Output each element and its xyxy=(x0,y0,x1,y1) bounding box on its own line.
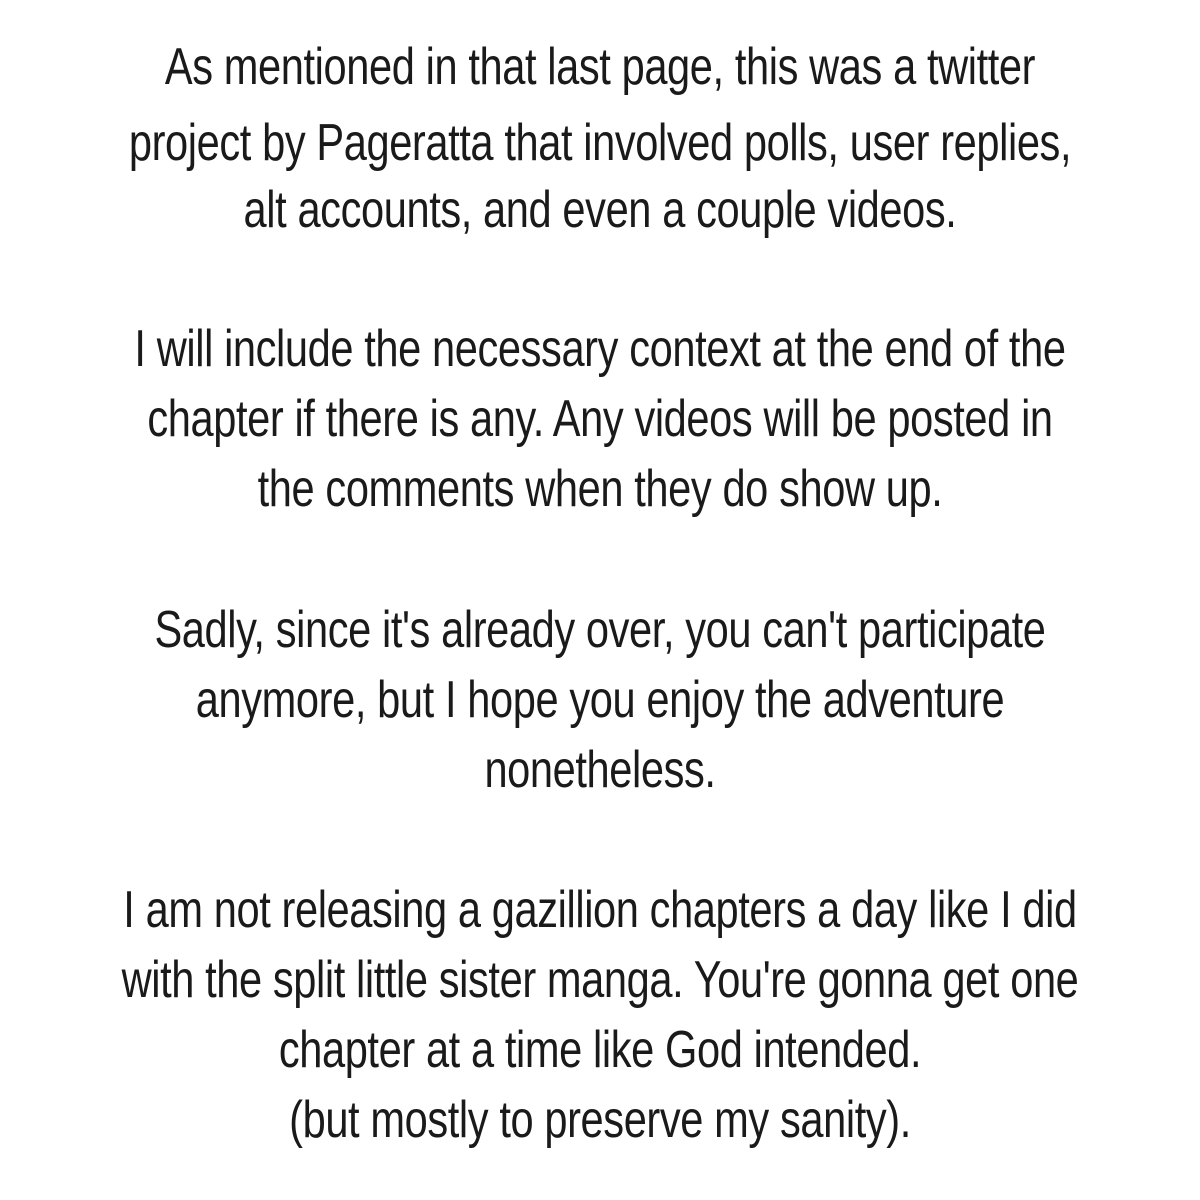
paragraph-2-line-1: I will include the necessary context at the end of the xyxy=(134,320,1066,378)
paragraph-4-line-2: with the split little sister manga. You're gonna get one xyxy=(121,951,1079,1009)
paragraph-1-line-2: project by Pageratta that involved polls, user replies, xyxy=(128,114,1072,172)
paragraph-2-line-2: chapter if there is any. Any videos will be posted in xyxy=(147,390,1053,448)
paragraph-1-line-1: As mentioned in that last page, this was a twitter xyxy=(164,38,1036,96)
paragraph-1-line-3: alt accounts, and even a couple videos. xyxy=(243,181,957,239)
paragraph-3-line-1: Sadly, since it's already over, you can't participate xyxy=(154,601,1046,659)
paragraph-4-line-1: I am not releasing a gazillion chapters a day like I did xyxy=(123,881,1077,939)
paragraph-3-line-3: nonetheless. xyxy=(484,741,716,799)
paragraph-4-line-3: chapter at a time like God intended. xyxy=(278,1021,922,1079)
paragraph-4-line-4: (but mostly to preserve my sanity). xyxy=(289,1091,911,1149)
paragraph-2-line-3: the comments when they do show up. xyxy=(257,460,943,518)
paragraph-3-line-2: anymore, but I hope you enjoy the adventure xyxy=(195,671,1005,729)
